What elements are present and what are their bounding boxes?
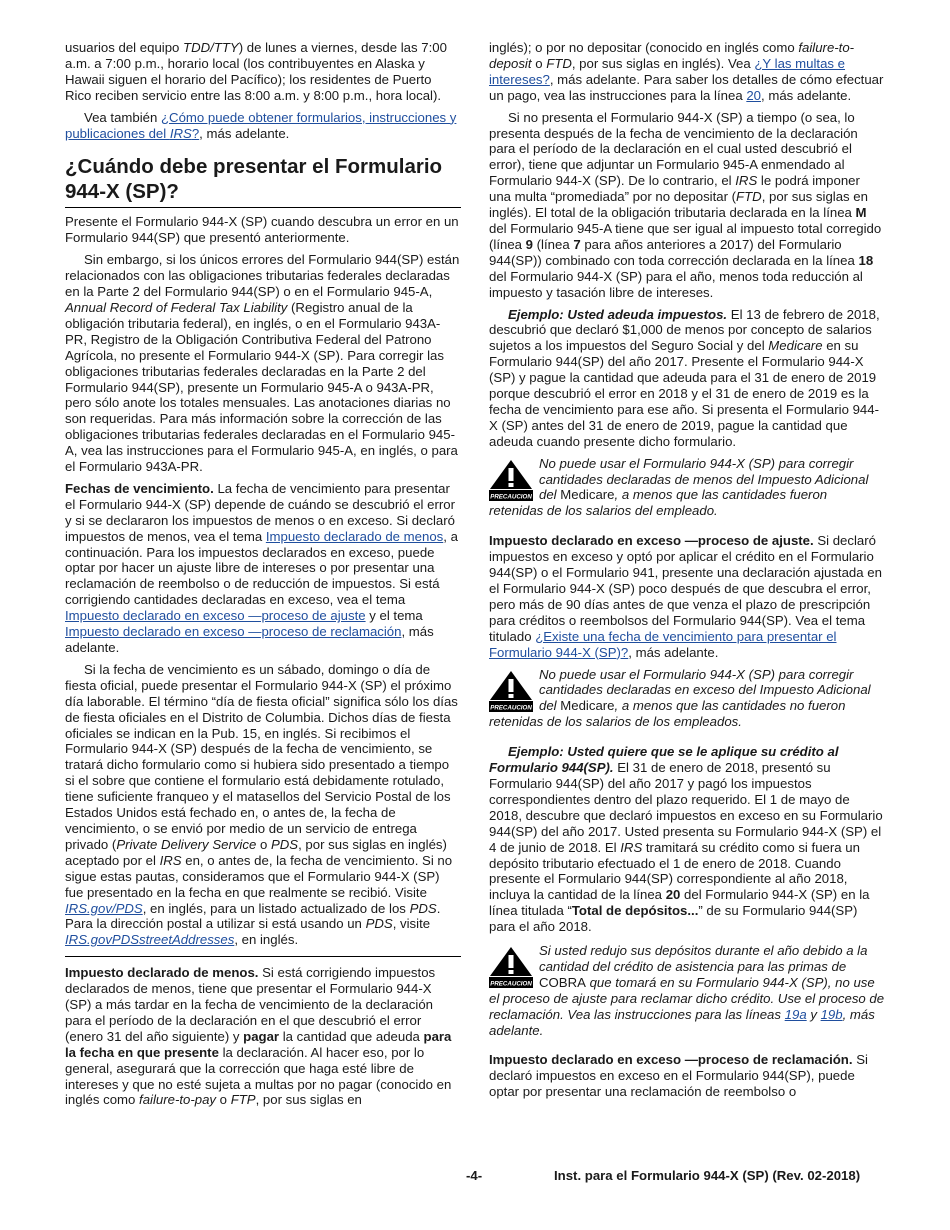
link-deadline-944x[interactable]: ¿Existe una fecha de vencimiento para presentar el Formulario 944-X (SP)?	[489, 628, 837, 660]
caution-note: PRECAUCION No puede usar el Formulario 944-X (SP) para corregir cantidades declaradas de menos del Impuesto Adicional del Medicare, a menos que las cantidades fueron retenidas de los salarios del empleado.	[489, 455, 869, 519]
link-irs-gov-pds[interactable]: IRS.gov/PDS	[65, 900, 143, 916]
caution-icon	[489, 670, 533, 712]
link-underreported-tax[interactable]: Impuesto declarado de menos	[265, 528, 444, 544]
paragraph-due-dates: Fechas de vencimiento. La fecha de vencimiento para presentar el Formulario 944-X (SP) depende de cuándo se descubrió el error y si se declararon los impuestos de menos o en exceso. Si declaró impuestos de menos, vea el tema Impuesto declarado de menos, a continuación. Para los impuestos declarados en exceso, puede optar por hacer un ajuste libre de intereses o por presentar una reclamación de reembolso o de reducción de impuestos. Si está corrigiendo cantidades declaradas en exceso, vea el tema Impuesto declarado en exceso —proceso de ajuste y el tema Impuesto declarado en exceso —proceso de reclamación, más adelante.	[65, 480, 458, 655]
footer-form-title: Inst. para el Formulario 944-X (SP) (Rev. 02-2018)	[554, 1168, 861, 1183]
link-line-19b[interactable]: 19b	[820, 1006, 843, 1022]
link-line-19a[interactable]: 19a	[784, 1006, 807, 1022]
paragraph-overreported-adjustment: Impuesto declarado en exceso —proceso de ajuste. Si declaró impuestos en exceso y optó por aplicar el crédito en el Formulario 944(SP) o el Formulario 941, presente una declaración ajustada en el Formulario 944-X (SP) poco después de que descubra el error, pero más de 90 días antes de que venza el plazo de prescripción para créditos o reembolsos del Formulario 944(SP). Vea el tema titulado ¿Existe una fecha de vencimiento para presentar el Formulario 944-X (SP)?, más adelante.	[489, 533, 882, 660]
right-column	[489, 40, 885, 1106]
paragraph-tty-hours: usuarios del equipo TDD/TTY) de lunes a viernes, desde las 7:00 a.m. a 7:00 p.m., horario local (los contribuyentes en Alaska y Hawaii siguen el horario del Pacífico); los residentes de Puerto Rico reciben servicio entre las 8:00 a.m. y 8:00 p.m., hora local).	[65, 40, 447, 103]
paragraph-underreported-tax: Impuesto declarado de menos. Si está corrigiendo impuestos declarados de menos, tiene que presentar el Formulario 944-X (SP) a más tardar en la fecha de vencimiento de la declaración para el período de la declaración en el que descubrió el error (enero 31 del año siguiente) y pagar la cantidad que adeuda para la fecha en que presente la declaración. Al hacer eso, por lo general, asegurará que la corrección que haga esté libre de intereses y que no esté sujeta a multas por no pagar (conocido en inglés como failure-to-pay o FTP, por sus siglas en	[65, 965, 452, 1108]
caution-label: PRECAUCION	[490, 980, 532, 988]
paragraph-example-credit: Ejemplo: Usted quiere que se le aplique su crédito al Formulario 944(SP). El 31 de enero de 2018, presentó su Formulario 944(SP) del año 2017 y pagó los impuestos correspondientes dentro del plazo requerido. El 1 de mayo de 2018, descubre que declaró impuestos en exceso en su Formulario 944(SP) del año 2017. Usted presenta su Formulario 944-X (SP) el 4 de junio de 2018. El IRS tramitará su crédito como si fuera un depósito tributario efectuado el 1 de enero de 2018. Cuando presente el Formulario 944(SP) correspondiente al año 2018, incluya la cantidad de la línea 20 del Formulario 944-X (SP) en la línea titulada “Total de depósitos...” de su Formulario 944(SP) para el año 2018.	[489, 744, 883, 935]
caution-icon	[489, 459, 533, 501]
paragraph-however: Sin embargo, si los únicos errores del Formulario 944(SP) están relacionados con las obligaciones tributarias federales declaradas en la Parte 2 del Formulario 944(SP) o en el Formulario 945-A, Annual Record of Federal Tax Liability (Registro anual de la obligación tributaria federal), en inglés, o en el Formulario 943A-PR, Registro de la Obligación Contributiva Federal del Patrono Agrícola, no presente el Formulario 944-X (SP). Para corregir las obligaciones tributarias federales declaradas en la Parte 2 del Formulario 944(SP), presente un Formulario 945-A o 943A-PR, pero sólo anote los totales mensuales. Las anotaciones diarias no son requeridas. Para más información sobre la corrección de las obligaciones tributarias federales declaradas en el Formulario 945-A, vea las instrucciones para el Formulario 945-A, en inglés, o para el Formulario 943A-PR.	[65, 252, 460, 475]
caution-note: PRECAUCION No puede usar el Formulario 944-X (SP) para corregir cantidades declaradas en exceso del Impuesto Adicional del Medicare, a menos que las cantidades no fueron retenidas de los salarios de los empleados.	[489, 666, 871, 730]
paragraph-late-filing: Si no presenta el Formulario 944-X (SP) a tiempo (o sea, lo presenta después de la fecha de vencimiento de la declaración para el período de la declaración en el cual usted descubrió el error), tiene que adjuntar un Formulario 945-A enmendado al Formulario 944-X (SP). De lo contrario, el IRS le podrá imponer una multa “promediada” por no depositar (FTD, por sus siglas en inglés). El total de la obligación tributaria declarada en la línea M del Formulario 945-A tiene que ser igual al impuesto total corregido (línea 9 (línea 7 para años anteriores a 2017) del Formulario 944(SP)) combinado con toda corrección declarada en la línea 18 del Formulario 944-X (SP) para el año, menos toda reducción al impuesto y tasación libre de intereses.	[489, 109, 882, 300]
link-overreported-claim[interactable]: Impuesto declarado en exceso —proceso de reclamación	[65, 624, 402, 640]
page-number: -4-	[466, 1168, 483, 1183]
paragraph-ftd-continued: inglés); o por no depositar (conocido en inglés como failure-to-deposit o FTD, por sus siglas en inglés). Vea ¿Y las multas e intereses?, más adelante. Para saber los detalles de cómo efectuar un pago, vea las instrucciones para la línea 20, más adelante.	[489, 40, 884, 103]
link-how-to-get-forms[interactable]: ¿Cómo puede obtener formularios, instrucciones y publicaciones del IRS?	[65, 109, 457, 141]
link-pds-street-addresses[interactable]: IRS.govPDSstreetAddresses	[65, 932, 235, 948]
caution-label: PRECAUCION	[490, 704, 532, 712]
link-penalties-interest[interactable]: ¿Y las multas e intereses?	[489, 55, 846, 87]
divider	[65, 956, 461, 957]
link-line-20[interactable]: 20	[746, 87, 761, 103]
link-overreported-adjustment[interactable]: Impuesto declarado en exceso —proceso de ajuste	[65, 608, 366, 624]
paragraph-file-when-error: Presente el Formulario 944-X (SP) cuando descubra un error en un Formulario 944(SP) que presentó anteriormente.	[65, 214, 459, 246]
section-heading-when-to-file: ¿Cuándo debe presentar el Formulario 944-X (SP)?	[65, 154, 461, 208]
paragraph-see-also: Vea también ¿Cómo puede obtener formularios, instrucciones y publicaciones del IRS?, más adelante.	[65, 109, 457, 141]
caution-note: PRECAUCION Si usted redujo sus depósitos durante el año debido a la cantidad del crédito de asistencia para las primas de COBRA que tomará en su Formulario 944-X (SP), no use el proceso de ajuste para reclamar dicho crédito. Use el proceso de reclamación. Vea las instrucciones para las líneas 19a y 19b, más adelante.	[489, 943, 885, 1038]
left-column	[65, 40, 461, 1114]
caution-label: PRECAUCION	[490, 493, 532, 501]
paragraph-weekend-holiday: Si la fecha de vencimiento es un sábado, domingo o día de fiesta oficial, puede presentar el Formulario 944-X (SP) el próximo día laborable. El término “día de fiesta oficial” significa sólo los días de fiesta oficiales en el Distrito de Columbia. Dichos días de fiesta oficiales se indican en la Pub. 15, en inglés. Si recibimos el Formulario 944-X (SP) después de la fecha de vencimiento, se tratará dicho formulario como si hubiera sido presentado a tiempo si el sobre que contiene el formulario está debidamente rotulado, tiene suficiente franqueo y el matasellos del Servicio Postal de los Estados Unidos está fechado en, o antes de, la fecha de vencimiento, o se envió por medio de un servicio de entrega privado (Private Delivery Service o PDS, por sus siglas en inglés) aceptado por el IRS en, o antes de, la fecha de vencimiento. Si no sigue estas pautas, consideramos que el Formulario 944-X (SP) fue presentado en la fecha en que realmente se recibió. Visite IRS.gov/PDS, en inglés, para un listado actualizado de los PDS. Para la dirección postal a utilizar si está usando un PDS, visite IRS.govPDSstreetAddresses, en inglés.	[65, 661, 458, 948]
caution-icon	[489, 946, 533, 988]
paragraph-overreported-claim: Impuesto declarado en exceso —proceso de reclamación. Si declaró impuestos en exceso en el Formulario 944(SP), puede optar por presentar una reclamación de reembolso o	[489, 1052, 868, 1100]
paragraph-example-owe-tax: Ejemplo: Usted adeuda impuestos. El 13 de febrero de 2018, descubrió que declaró $1,000 de menos por concepto de salarios sujetos a los impuestos del Seguro Social y del Medicare en su Formulario 944(SP) del año 2017. Presente el Formulario 944-X (SP) y pague la cantidad que adeuda para el 31 de enero de 2019 porque descubrió el error en 2018 y el 31 de enero de 2019 es la fecha de vencimiento para ese año. Si presenta el Formulario 944-X (SP) antes del 31 de enero de 2019, pague la cantidad que adeuda cuando presente dicho formulario.	[489, 306, 880, 449]
